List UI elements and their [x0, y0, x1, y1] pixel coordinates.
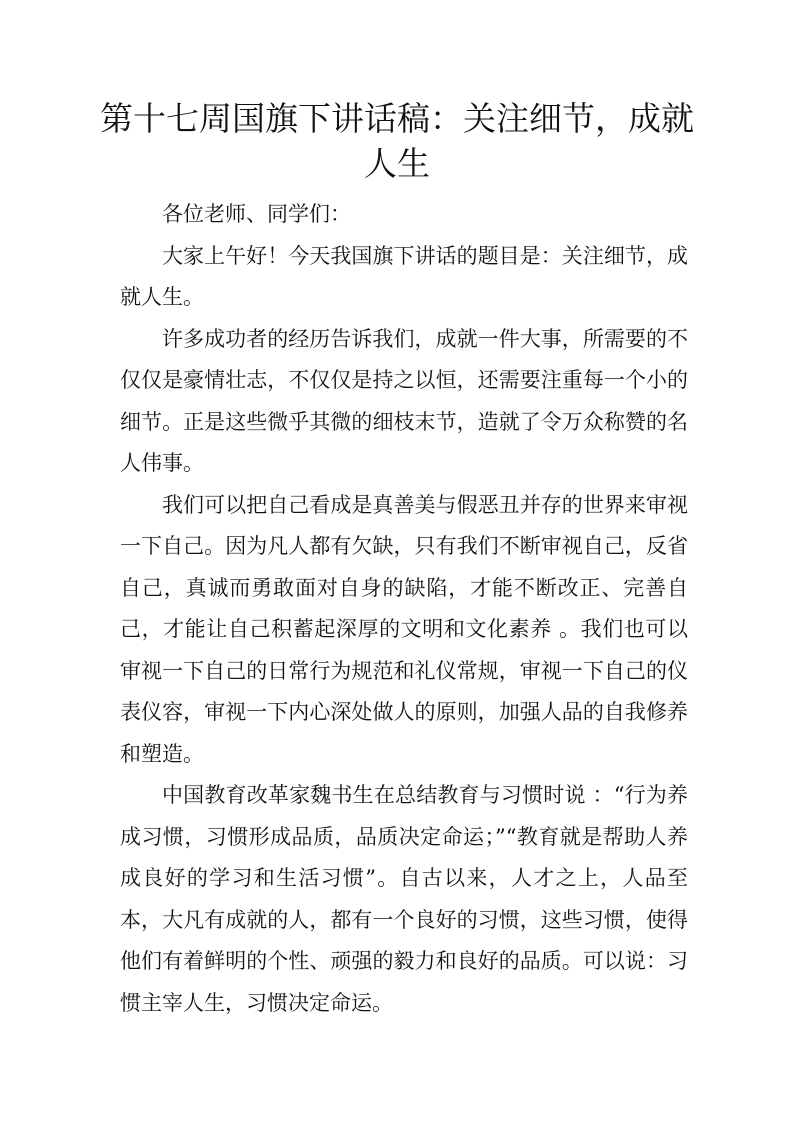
document-title: 第十七周国旗下讲话稿：关注细节，成就人生: [100, 99, 694, 183]
greeting-paragraph: 各位老师、同学们：: [162, 202, 351, 226]
opening-paragraph: 大家上午好！今天我国旗下讲话的题目是：关注细节，成就人生。: [120, 243, 688, 309]
document-body: [120, 194, 688, 1024]
body-paragraph: 中国教育改革家魏书生在总结教育与习惯时说 ：“行为养成习惯，习惯形成品质，品质决定命运；”“教育就是帮助人养成良好的学习和生活习惯”。自古以来，人才之上，人品至本，大凡有成就的人，都有一个良好的习惯，这些习惯，使得他们有着鲜明的个性、顽强的毅力和良好的品质。可以说：习惯主宰人生，习惯决定命运。: [120, 783, 688, 1015]
body-paragraph: 许多成功者的经历告诉我们，成就一件大事，所需要的不仅仅是豪情壮志，不仅仅是持之以恒，还需要注重每一个小的细节。正是这些微乎其微的细枝末节，造就了令万众称赞的名人伟事。: [120, 326, 688, 475]
body-paragraph: 我们可以把自己看成是真善美与假恶丑并存的世界来审视一下自己。因为凡人都有欠缺，只有我们不断审视自己，反省自己，真诚而勇敢面对自身的缺陷，才能不断改正、完善自己，才能让自己积蓄起深厚的文明和文化素养 。我们也可以审视一下自己的日常行为规范和礼仪常规，审视一下自己的仪表仪容，审视一下内心深处做人的原则，加强人品的自我修养和塑造。: [120, 492, 688, 766]
